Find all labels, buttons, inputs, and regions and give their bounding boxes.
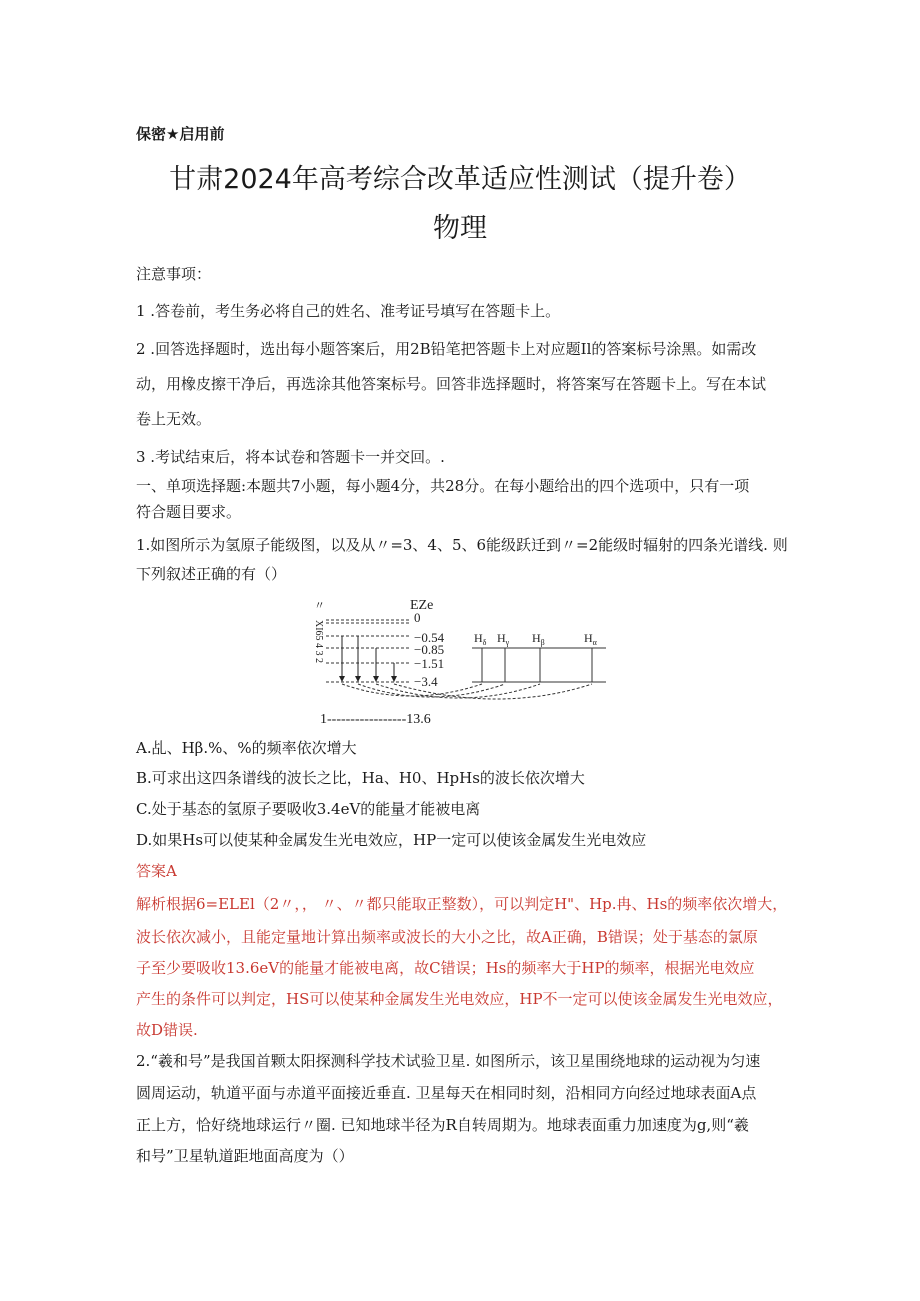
page-title: 甘肃2024年高考综合改革适应性测试（提升卷）: [169, 164, 751, 195]
energy-levels: [326, 620, 410, 682]
note-item-2-line-2: 动，用橡皮擦干净后，再选涂其他答案标号。回答非选择题时，将答案写在答题卡上。写在本试: [136, 375, 767, 393]
arrow-head-3: [373, 676, 379, 682]
analysis-line-4: 产生的条件可以判定，HS可以使某种金属发生光电效应，HP不一定可以使该金属发生光电效应，: [136, 990, 783, 1008]
notes-heading: 注意事项：: [136, 265, 212, 283]
note-item-1: 1 .答卷前，考生务必将自己的姓名、准考证号填写在答题卡上。: [136, 302, 561, 320]
section-heading-line-2: 符合题目要求。: [136, 503, 242, 521]
spectrum-label-alpha: $H_\alpha$: [584, 631, 597, 647]
answer: 答案A: [136, 862, 177, 880]
section-heading-line-1: 一、单项选择题:本题共7小题，每小题4分，共28分。在每小题给出的四个选项中，只有一项: [136, 477, 750, 495]
spectrum-arcs: [342, 684, 592, 699]
diagram-n-values: XI65 4 3 2: [313, 620, 324, 664]
option-b: B.可求出这四条谱线的波长之比，Ha、H0、HpHs的波长依次增大: [136, 769, 585, 787]
level-value-085: −0.85: [414, 642, 445, 657]
question-1-stem-line-1: 1.如图所示为氢原子能级图，以及从〃=3、4、5、6能级跃迁到〃=2能级时辐射的四条光谱线. 则: [136, 536, 788, 554]
transition-arrows: [342, 636, 394, 680]
energy-level-diagram: [300, 596, 620, 712]
question-1-stem-line-2: 下列叙述正确的有（）: [136, 565, 287, 583]
subject-title: 物理: [433, 213, 487, 244]
note-item-2-line-1: 2 .回答选择题时，选出每小题答案后，用2B铅笔把答题卡上对应题Il的答案标号涂黑。如需改: [136, 340, 757, 358]
ground-level-label: 1-----------------13.6: [320, 712, 431, 727]
level-value-34: −3.4: [414, 674, 438, 689]
analysis-line-1: 解析根据6=ELEl（2〃，， 〃、〃都只能取正整数），可以判定H"、Hp.冉、Hs的频率依次增大，: [136, 895, 788, 913]
spectrum-label-gamma: $H_\gamma$: [497, 631, 510, 647]
arrow-head-1: [339, 676, 345, 682]
note-item-2-line-3: 卷上无效。: [136, 410, 212, 428]
spectrum-labels: [474, 631, 598, 647]
spectrum-label-beta: $H_\beta$: [532, 631, 545, 647]
level-value-0: 0: [414, 610, 421, 625]
question-2-line-4: 和号”卫星轨道距地面高度为（）: [136, 1147, 354, 1165]
question-2-line-1: 2.“羲和号”是我国首颗太阳探测科学技术试验卫星. 如图所示，该卫星围绕地球的运动视为匀速: [136, 1052, 761, 1070]
option-a: A.乩、Hβ.%、%的频率依次增大: [136, 739, 357, 757]
question-2-line-2: 圆周运动，轨道平面与赤道平面接近垂直. 卫星每天在相同时刻，沿相同方向经过地球表面A点: [136, 1084, 757, 1102]
option-c: C.处于基态的氢原子要吸收3.4eV的能量才能被电离: [136, 800, 481, 818]
level-value-054: −0.54: [414, 630, 445, 645]
analysis-line-3: 子至少要吸收13.6eV的能量才能被电离，故C错误；Hs的频率大于HP的频率，根据光电效应: [136, 959, 755, 977]
spectrum-box: [472, 648, 606, 682]
spectrum-label-delta: $H_\delta$: [474, 631, 487, 647]
diagram-n-label: 〃: [314, 600, 325, 612]
level-value-151: −1.51: [414, 656, 445, 671]
option-d: D.如果Hs可以使某种金属发生光电效应，HP一定可以使该金属发生光电效应: [136, 831, 647, 849]
secret-label: 保密★启用前: [136, 125, 225, 143]
arrow-heads: [339, 676, 397, 682]
analysis-line-5: 故D错误.: [136, 1021, 198, 1039]
question-2-line-3: 正上方，恰好绕地球运行〃圈. 已知地球半径为R自转周期为。地球表面重力加速度为g,则“羲: [136, 1116, 749, 1134]
diagram-energy-unit: EZe: [410, 598, 434, 613]
arrow-head-2: [355, 676, 361, 682]
arrow-head-4: [391, 676, 397, 682]
note-item-3: 3 .考试结束后，将本试卷和答题卡一并交回。.: [136, 448, 445, 466]
analysis-line-2: 波长依次减小，且能定量地计算出频率或波长的大小之比，故A正确，B错误；处于基态的氯原: [136, 928, 758, 946]
